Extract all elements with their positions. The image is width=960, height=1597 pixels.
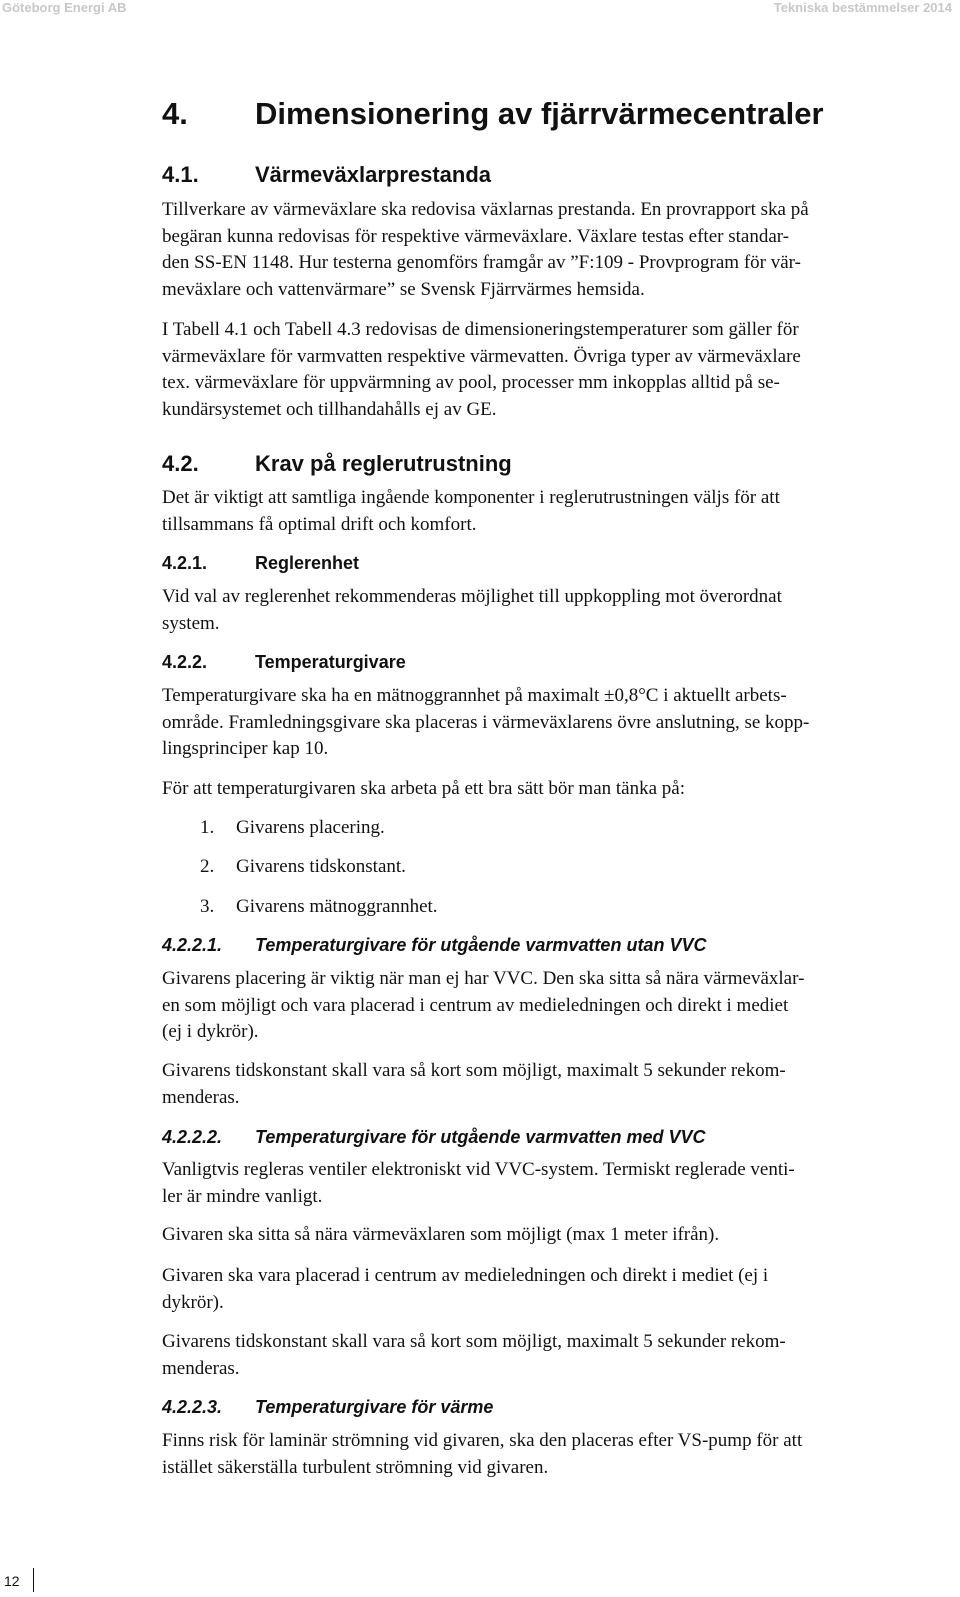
section-number: 4.2.2.3. [162,1397,223,1417]
text-line: För att temperaturgivaren ska arbeta på ett bra sätt bör man tänka på: [162,778,686,799]
text-line: istället säkerställa turbulent strömning vid givaren. [162,1456,549,1478]
header-company: Göteborg Energi AB [2,0,127,15]
list-number: 3. [200,896,215,917]
section-4-1-paragraph-2 [162,317,801,423]
section-number: 4.2.2.1. [162,935,223,955]
text-line: Givaren ska vara placerad i centrum av medieledningen och direkt i mediet (ej i [162,1265,769,1286]
section-4-2-2-2-paragraph-2 [162,1222,719,1249]
text-line: Vid val av reglerenhet rekommenderas möjlighet till uppkoppling mot överordnat [162,586,782,607]
section-number: 4.1. [162,162,199,187]
section-title: Dimensionering av fjärrvärmecentraler [255,96,824,131]
text-line: Temperaturgivare ska ha en mätnoggrannhet på maximalt ±0,8°C i aktuellt arbets- [162,685,787,706]
section-4-2-1-paragraph-1 [162,584,782,637]
section-title: Temperaturgivare [255,652,406,672]
text-line: en som möjligt och vara placerad i centrum av medieledningen och direkt i mediet [162,994,789,1016]
section-title: Värmeväxlarprestanda [255,162,492,187]
section-number: 4.2. [162,451,199,476]
list-number: 1. [200,817,215,838]
section-4-2-2-2-paragraph-4 [162,1329,786,1382]
list-text: Givarens tidskonstant. [236,856,406,877]
text-line: Givaren ska sitta så nära värmeväxlaren som möjligt (max 1 meter ifrån). [162,1224,720,1245]
text-line: I Tabell 4.1 och Tabell 4.3 redovisas de dimensioneringstemperaturer som gäller för [162,319,799,340]
section-4-2-paragraph-1 [162,485,780,538]
text-line: begäran kunna redovisas för respektive värmeväxlare. Växlare testas efter standar- [162,225,790,247]
section-4-2-2-2-paragraph-3 [162,1263,768,1316]
text-line: kundärsystemet och tillhandahålls ej av GE. [162,398,497,420]
section-4-2-2-2-paragraph-1 [162,1157,795,1210]
text-line: Vanligtvis regleras ventiler elektroniskt vid VVC-system. Termiskt reglerade venti- [162,1159,795,1180]
text-line: (ej i dykrör). [162,1021,259,1042]
footer-divider [33,1568,34,1592]
text-line: menderas. [162,1357,240,1379]
text-line: Givarens tidskonstant skall vara så kort som möjligt, maximalt 5 sekunder rekom- [162,1331,786,1352]
text-line: Det är viktigt att samtliga ingående komponenter i reglerutrustningen väljs för att [162,487,780,508]
section-4-2-2-1-paragraph-1 [162,966,804,1046]
section-title: Reglerenhet [255,553,360,573]
list-number: 2. [200,856,215,877]
text-line: meväxlare och vattenvärmare” se Svensk Fjärrvärmes hemsida. [162,278,645,300]
section-4-2-2-paragraph-2 [162,776,685,803]
header-document-title: Tekniska bestämmelser 2014 [773,0,952,15]
text-line: system. [162,612,220,634]
section-title: Krav på reglerutrustning [255,451,512,476]
section-4-1-paragraph-1 [162,197,809,303]
text-line: tillsammans få optimal drift och komfort. [162,513,477,535]
section-4-2-2-3-paragraph-1 [162,1428,802,1481]
page-number: 12 [4,1573,20,1589]
text-line: ler är mindre vanligt. [162,1185,323,1207]
list-text: Givarens placering. [236,817,385,838]
text-line: Tillverkare av värmeväxlare ska redovisa växlarnas prestanda. En provrapport ska på [162,199,809,220]
text-line: område. Framledningsgivare ska placeras i värmeväxlarens övre anslutning, se kopp- [162,711,810,733]
section-4-2-2-1-paragraph-2 [162,1058,786,1111]
text-line: dykrör). [162,1291,224,1313]
list-item [200,817,385,839]
section-title: Temperaturgivare för utgående varmvatten med VVC [255,1127,706,1147]
list-item [200,896,438,918]
text-line: den SS-EN 1148. Hur testerna genomförs framgår av ”F:109 - Provprogram för vär- [162,252,801,273]
section-title: Temperaturgivare för utgående varmvatten utan VVC [255,935,707,955]
text-line: lingsprinciper kap 10. [162,738,329,759]
section-number: 4.2.2. [162,652,208,672]
section-number: 4. [162,96,188,131]
section-title: Temperaturgivare för värme [255,1397,494,1417]
list-text: Givarens mätnoggrannhet. [236,896,438,917]
text-line: tex. värmeväxlare för uppvärmning av pool, processer mm inkopplas alltid på se- [162,372,780,393]
text-line: menderas. [162,1086,240,1108]
text-line: värmeväxlare för varmvatten respektive värmevatten. Övriga typer av värmeväxlare [162,345,801,367]
text-line: Givarens tidskonstant skall vara så kort som möjligt, maximalt 5 sekunder rekom- [162,1060,786,1081]
section-number: 4.2.1. [162,553,208,573]
list-item [200,856,406,878]
text-line: Givarens placering är viktig när man ej har VVC. Den ska sitta så nära värmeväxlar- [162,968,805,989]
text-line: Finns risk för laminär strömning vid givaren, ska den placeras efter VS-pump för att [162,1430,803,1451]
section-4-2-2-paragraph-1 [162,683,809,763]
section-number: 4.2.2.2. [162,1127,223,1147]
